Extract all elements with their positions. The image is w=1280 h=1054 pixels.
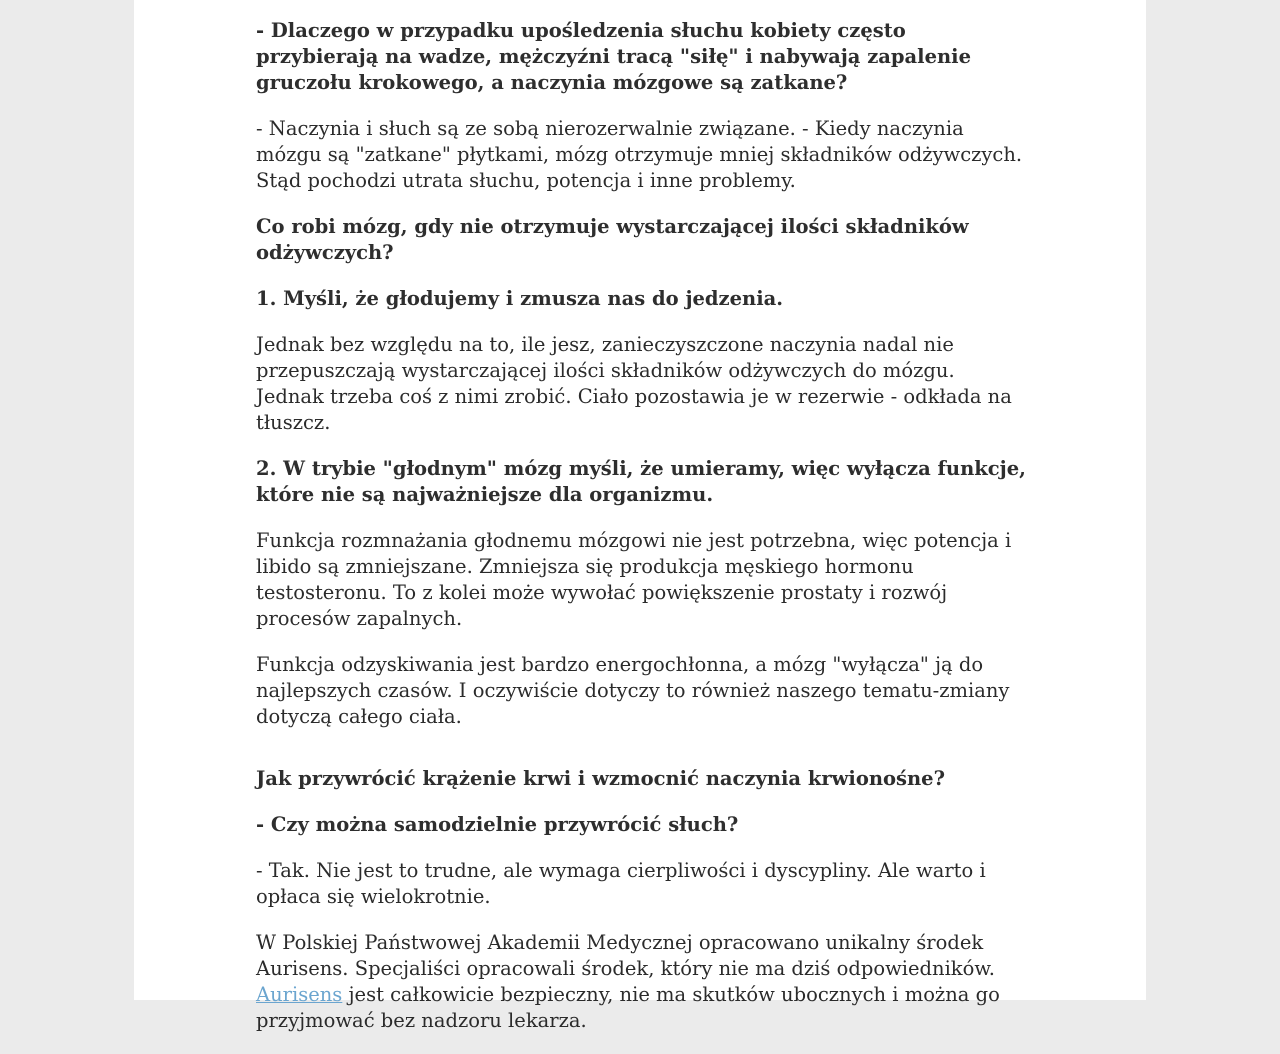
answer-vessels-hearing: - Naczynia i słuch są ze sobą nierozerwalnie związane. - Kiedy naczynia mózgu są "zatkane" płytkami, mózg otrzymuje mniej składników odżywczych. Stąd pochodzi utrata słuchu, potencja i inne problemy. bbox=[256, 117, 1023, 192]
question-weight-gain: - Dlaczego w przypadku upośledzenia słuchu kobiety często przybierają na wadze, mężczyźni tracą "siłę" i nabywają zapalenie gruczołu krokowego, a naczynia mózgowe są zatkane? bbox=[256, 19, 971, 94]
point-2-text-reproduction: Funkcja rozmnażania głodnemu mózgowi nie jest potrzebna, więc potencja i libido są zmniejszane. Zmniejsza się produkcja męskiego hormonu testosteronu. To z kolei może wywołać powiększenie prostaty i rozwój procesów zapalnych. bbox=[256, 529, 1012, 630]
point-1-text: Jednak bez względu na to, ile jesz, zanieczyszczone naczynia nadal nie przepuszczają wystarczającej ilości składników odżywczych do mózgu. Jednak trzeba coś z nimi zrobić. Ciało pozostawia je w rezerwie - odkłada na tłuszcz. bbox=[256, 333, 1012, 434]
question-brain-nutrients: Co robi mózg, gdy nie otrzymuje wystarczającej ilości składników odżywczych? bbox=[256, 215, 969, 264]
point-2-heading: 2. W trybie "głodnym" mózg myśli, że umieramy, więc wyłącza funkcje, które nie są najważniejsze dla organizmu. bbox=[256, 457, 1026, 506]
question-restore-circulation: Jak przywrócić krążenie krwi i wzmocnić naczynia krwionośne? bbox=[256, 767, 946, 790]
question-restore-hearing: - Czy można samodzielnie przywrócić słuch? bbox=[256, 813, 739, 836]
product-paragraph-intro: W Polskiej Państwowej Akademii Medycznej opracowano unikalny środek Aurisens. Specjaliści opracowali środek, który nie ma dziś odpowiedników. bbox=[256, 931, 995, 980]
article-page bbox=[134, 0, 1146, 1032]
point-1-heading: 1. Myśli, że głodujemy i zmusza nas do jedzenia. bbox=[256, 287, 784, 310]
point-2-text-recovery: Funkcja odzyskiwania jest bardzo energochłonna, a mózg "wyłącza" ją do najlepszych czasów. I oczywiście dotyczy to również naszego tematu-zmiany dotyczą całego ciała. bbox=[256, 653, 1010, 728]
answer-restore-hearing: - Tak. Nie jest to trudne, ale wymaga cierpliwości i dyscypliny. Ale warto i opłaca się wielokrotnie. bbox=[256, 859, 986, 908]
aurisens-link[interactable]: Aurisens bbox=[256, 983, 343, 1006]
article-content bbox=[256, 18, 1026, 1054]
product-paragraph bbox=[256, 930, 1026, 1034]
product-paragraph-rest: jest całkowicie bezpieczny, nie ma skutków ubocznych i można go przyjmować bez nadzoru lekarza. bbox=[256, 983, 1000, 1032]
